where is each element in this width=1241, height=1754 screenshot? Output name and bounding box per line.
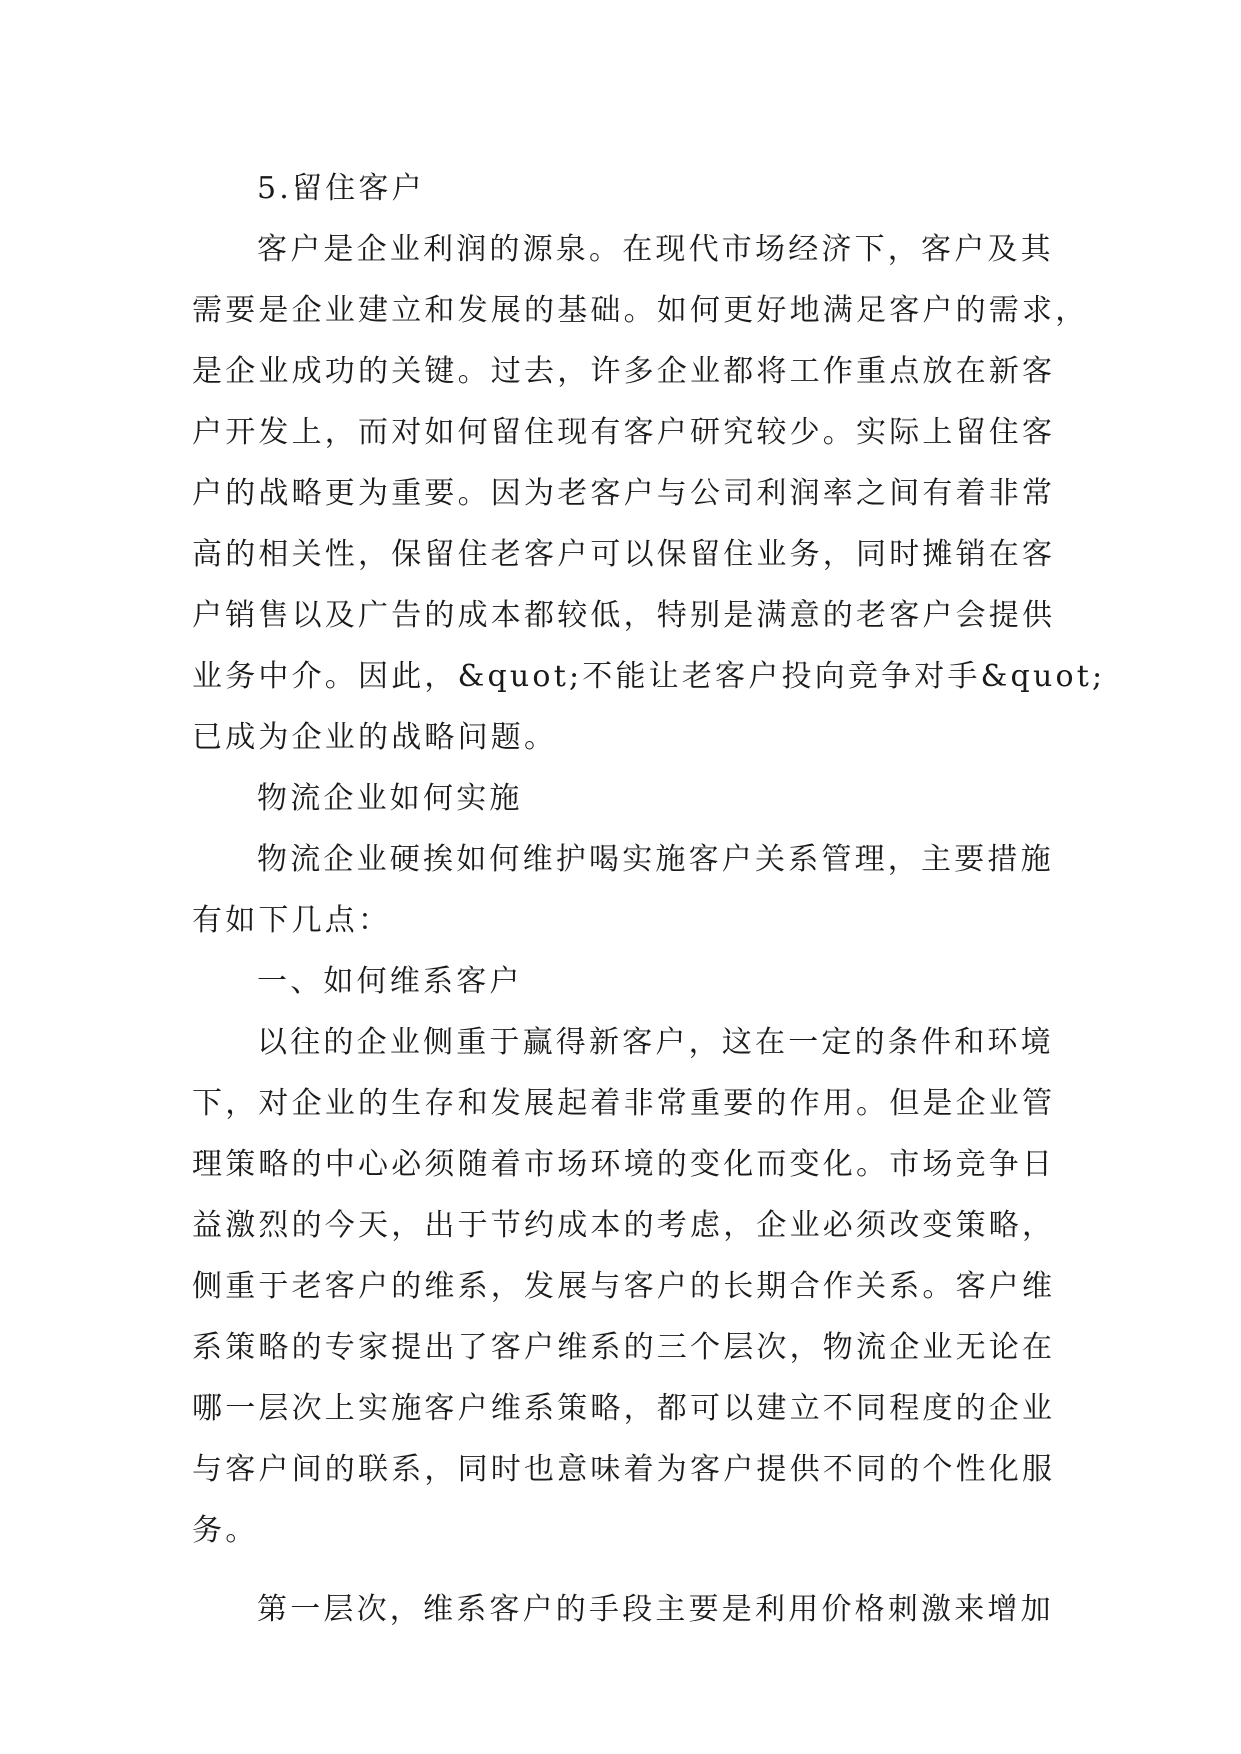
paragraph-line: 务。	[192, 1513, 259, 1548]
paragraph-line: 客户是企业利润的源泉。在现代市场经济下，客户及其	[257, 232, 1054, 267]
paragraph-line: 是企业成功的关键。过去，许多企业都将工作重点放在新客	[192, 354, 1056, 389]
paragraph-line: 以往的企业侧重于赢得新客户，这在一定的条件和环境	[257, 1025, 1054, 1060]
body-text	[192, 158, 1106, 1640]
paragraph-line: 哪一层次上实施客户维系策略，都可以建立不同程度的企业	[192, 1391, 1056, 1426]
paragraph-line: 物流企业硬挨如何维护喝实施客户关系管理，主要措施	[257, 842, 1054, 877]
paragraph-line: 理策略的中心必须随着市场环境的变化而变化。市场竞争日	[192, 1147, 1056, 1182]
paragraph-line: 益激烈的今天，出于节约成本的考虑，企业必须改变策略，	[192, 1208, 1056, 1243]
paragraph-line: 下，对企业的生存和发展起着非常重要的作用。但是企业管	[192, 1086, 1056, 1121]
paragraph-line: 业务中介。因此，&quot;不能让老客户投向竞争对手&quot;	[192, 659, 1106, 694]
section-heading: 物流企业如何实施	[257, 781, 523, 816]
paragraph-line: 需要是企业建立和发展的基础。如何更好地满足客户的需求，	[192, 293, 1089, 328]
section-heading: 5.留住客户	[257, 171, 425, 206]
paragraph-gap	[192, 1561, 1072, 1579]
paragraph-line: 有如下几点：	[192, 903, 392, 938]
paragraph-line: 户开发上，而对如何留住现有客户研究较少。实际上留住客	[192, 415, 1056, 450]
paragraph-line: 户的战略更为重要。因为老客户与公司利润率之间有着非常	[192, 476, 1056, 511]
paragraph-line: 高的相关性，保留住老客户可以保留住业务，同时摊销在客	[192, 537, 1056, 572]
paragraph-line: 与客户间的联系，同时也意味着为客户提供不同的个性化服	[192, 1452, 1056, 1487]
section-heading: 一、如何维系客户	[257, 964, 523, 999]
paragraph-line: 系策略的专家提出了客户维系的三个层次，物流企业无论在	[192, 1330, 1056, 1365]
paragraph-line: 侧重于老客户的维系，发展与客户的长期合作关系。客户维	[192, 1269, 1056, 1304]
paragraph-line: 已成为企业的战略问题。	[192, 720, 558, 755]
paragraph-line: 第一层次，维系客户的手段主要是利用价格刺激来增加	[257, 1592, 1054, 1627]
paragraph-line: 户销售以及广告的成本都较低，特别是满意的老客户会提供	[192, 598, 1056, 633]
